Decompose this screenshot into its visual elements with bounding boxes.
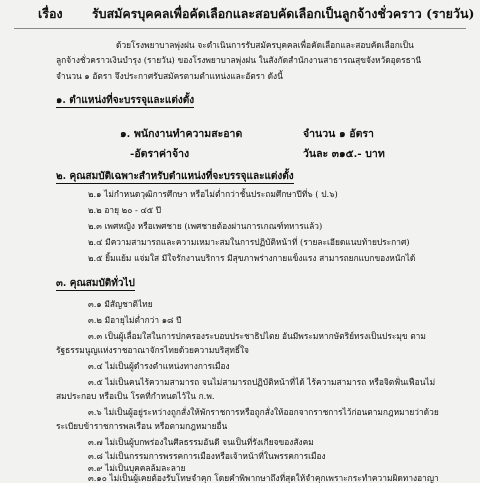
intro-line-1: ด้วยโรงพยาบาลพุ่งฝน จะดำเนินการรับสมัครบุคคลเพื่อคัดเลือกและสอบคัดเลือกเป็น bbox=[116, 40, 414, 50]
document-title: รับสมัครบุคคลเพื่อคัดเลือกและสอบคัดเลือกเป็นลูกจ้างชั่วคราว (รายวัน) bbox=[92, 6, 475, 21]
section-3-item: ๓.๕ ไม่เป็นคนไร้ความสามารถ จนไม่สามารถปฏิบัติหน้าที่ได้ ไร้ความสามารถ หรือจิตฟั่นเฟือนไม่ bbox=[88, 377, 436, 387]
section-3-item: ๓.๓ เป็นผู้เลื่อมใสในการปกครองระบอบประชาธิปไตย อันมีพระมหากษัตริย์ทรงเป็นประมุข ตาม bbox=[88, 331, 426, 341]
section-3-item: ๓.๙ ไม่เป็นบุคคลล้มละลาย bbox=[88, 463, 186, 473]
intro-line-2: ลูกจ้างชั่วคราวเงินบำรุง (รายวัน) ของโรงพยาบาลพุ่งฝน ในสังกัดสำนักงานสาธารณสุขจังหวัดอุดรธานี bbox=[56, 55, 422, 65]
position-count: จำนวน ๑ อัตรา bbox=[303, 128, 374, 140]
section-2-item: ๒.๒ อายุ ๒๐ - ๔๕ ปี bbox=[88, 205, 162, 215]
section-2-heading: ๒. คุณสมบัติเฉพาะสำหรับตำแหน่งที่จะบรรจุและแต่งตั้ง bbox=[56, 171, 294, 182]
section-2-item: ๒.๓ เพศหญิง หรือเพศชาย (เพศชายต้องผ่านการเกณฑ์ทหารแล้ว) bbox=[88, 221, 323, 231]
section-3-item-continued: สมประกอบ หรือเป็น โรคที่กำหนดไว้ใน ก.พ. bbox=[56, 391, 215, 401]
section-3-item: ๓.๘ ไม่เป็นกรรมการพรรคการเมืองหรือเจ้าหน้าที่ในพรรคการเมือง bbox=[88, 451, 326, 461]
subject-label: เรื่อง bbox=[38, 6, 63, 21]
section-3-item-continued: ระเบียบข้าราชการพลเรือน หรือตามกฎหมายอื่น bbox=[56, 421, 228, 431]
section-2-item: ๒.๑ ไม่กำหนดวุฒิการศึกษา หรือไม่ต่ำกว่าชั้นประถมศึกษาปีที่๖ ( ป.๖) bbox=[88, 189, 338, 199]
section-3-heading: ๓. คุณสมบัติทั่วไป bbox=[56, 278, 135, 289]
position-title: ๑. พนักงานทำความสะอาด bbox=[120, 128, 243, 140]
section-3-item: ๓.๖ ไม่เป็นผู้อยู่ระหว่างถูกสั่งให้พักราชการหรือถูกสั่งให้ออกจากราชการไว้ก่อนตามกฎหมายว่าด้วย bbox=[88, 407, 439, 417]
wage-label: -อัตราค่าจ้าง bbox=[130, 148, 190, 160]
intro-line-3: จำนวน ๑ อัตรา จึงประกาศรับสมัครตามตำแหน่งและอัตรา ดังนี้ bbox=[56, 71, 283, 81]
section-1-heading: ๑. ตำแหน่งที่จะบรรจุและแต่งตั้ง bbox=[56, 95, 195, 106]
section-3-item-continued: รัฐธรรมนูญแห่งราชอาณาจักรไทยด้วยความบริสุทธิ์ใจ bbox=[56, 345, 249, 355]
section-2-item: ๒.๔ มีความสามารถและความเหมาะสมในการปฏิบัติหน้าที่ (รายละเอียดแนบท้ายประกาศ) bbox=[88, 237, 410, 247]
section-3-item: ๓.๑ มีสัญชาติไทย bbox=[88, 299, 153, 309]
section-3-item: ๓.๔ ไม่เป็นผู้ดำรงตำแหน่งทางการเมือง bbox=[88, 361, 230, 371]
section-3-item: ๓.๗ ไม่เป็นผู้บกพร่องในศีลธรรมอันดี จนเป็นที่รังเกียจของสังคม bbox=[88, 437, 314, 447]
section-2-item: ๒.๕ ยิ้มแย้ม แจ่มใส มีใจรักงานบริการ มีสุขภาพร่างกายแข็งแรง สามารถยกแบกของหนักได้ bbox=[88, 253, 416, 263]
section-3-item: ๓.๑๐ ไม่เป็นผู้เคยต้องรับโทษจำคุก โดยคำพิพากษาถึงที่สุดให้จำคุกเพราะกระทำความผิดทางอาญา bbox=[88, 473, 439, 483]
wage-value: วันละ ๓๑๕.- บาท bbox=[303, 148, 385, 160]
header-divider bbox=[14, 28, 466, 29]
section-3-item: ๓.๒ มีอายุไม่ต่ำกว่า ๑๘ ปี bbox=[88, 315, 182, 325]
